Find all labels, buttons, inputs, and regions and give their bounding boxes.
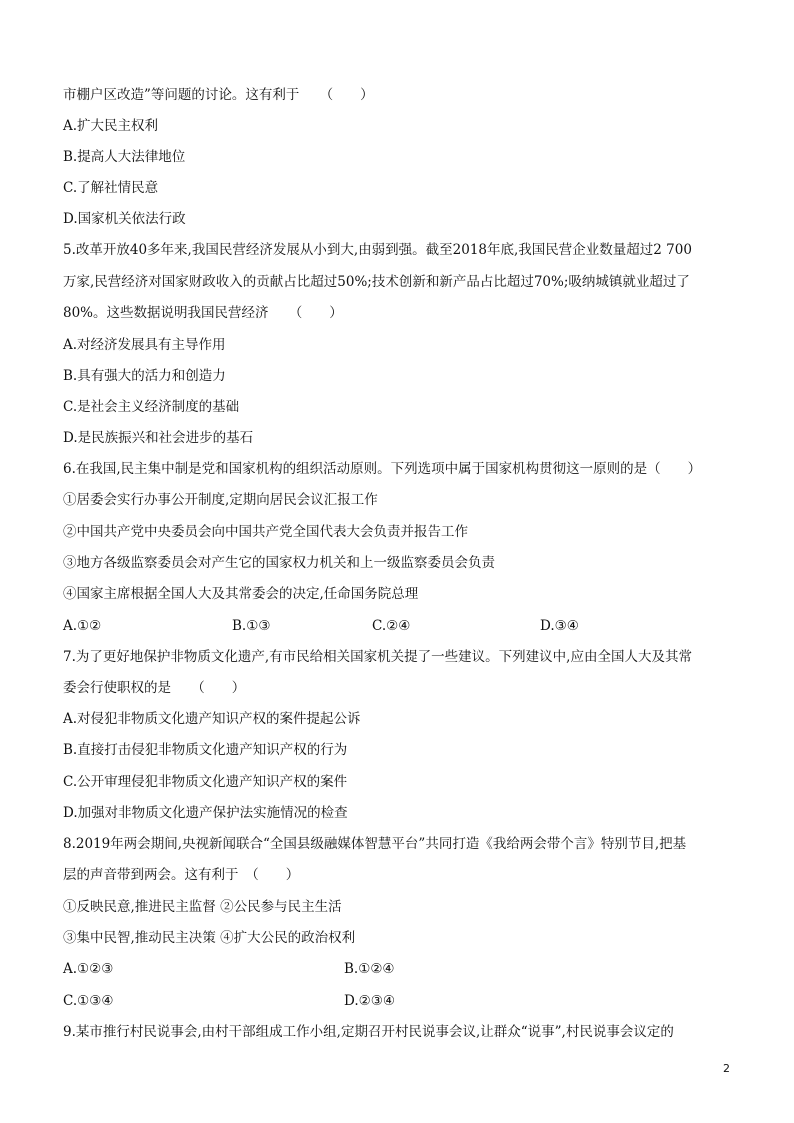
q8-items-line1: ①反映民意,推进民主监督 ②公民参与民主生活 [63,899,342,915]
q4-stem-tail: 市棚户区改造”等问题的讨论。这有利于 （ ） [63,87,374,103]
q8-stem-line1: 8.2019年两会期间,央视新闻联合“全国县级融媒体智慧平台”共同打造《我给两会带个言》特别节目,把基 [63,836,687,852]
page-number: 2 [723,1062,730,1075]
q8-stem-line2: 层的声音带到两会。这有利于 （ ） [63,867,300,883]
q4-option-a: A.扩大民主权利 [63,118,159,134]
q7-option-d: D.加强对非物质文化遗产保护法实施情况的检查 [63,805,348,821]
q8-items-line2: ③集中民智,推动民主决策 ④扩大公民的政治权利 [63,930,356,946]
q9-stem: 9.某市推行村民说事会,由村干部组成工作小组,定期召开村民说事会议,让群众“说事”,村民说事会议定的 [63,1024,674,1040]
q6-item-3: ③地方各级监察委员会对产生它的国家权力机关和上一级监察委员会负责 [63,555,495,571]
q5-stem-line2: 万家,民营经济对国家财政收入的贡献占比超过50%;技术创新和新产品占比超过70%;吸纳城镇就业超过了 [63,274,690,290]
q6-stem: 6.在我国,民主集中制是党和国家机构的组织活动原则。下列选项中属于国家机构贯彻这一原则的是（ ） [63,461,702,477]
q6-item-2: ②中国共产党中央委员会向中国共产党全国代表大会负责并报告工作 [63,524,468,540]
q5-stem-line1: 5.改革开放40多年来,我国民营经济发展从小到大,由弱到强。截至2018年底,我国民营企业数量超过2 700 [63,242,692,258]
q5-option-d: D.是民族振兴和社会进步的基石 [63,430,254,446]
q6-item-4: ④国家主席根据全国人大及其常委会的决定,任命国务院总理 [63,586,419,602]
q6-option-c: C.②④ [372,618,411,634]
q8-option-a: A.①②③ [63,961,114,977]
q8-option-d: D.②③④ [344,993,395,1009]
q7-option-c: C.公开审理侵犯非物质文化遗产知识产权的案件 [63,774,348,790]
q6-option-a: A.①② [63,618,102,634]
q6-option-d: D.③④ [540,618,579,634]
q4-option-d: D.国家机关依法行政 [63,211,186,227]
q7-option-b: B.直接打击侵犯非物质文化遗产知识产权的行为 [63,742,348,758]
q6-option-b: B.①③ [232,618,271,634]
q4-option-b: B.提高人大法律地位 [63,149,186,165]
q5-option-c: C.是社会主义经济制度的基础 [63,399,240,415]
q7-option-a: A.对侵犯非物质文化遗产知识产权的案件提起公诉 [63,711,361,727]
q5-option-a: A.对经济发展具有主导作用 [63,337,226,353]
q7-stem-line1: 7.为了更好地保护非物质文化遗产,有市民给相关国家机关提了一些建议。下列建议中,应由全国人大及其常 [63,649,692,665]
q8-option-b: B.①②④ [344,961,395,977]
q7-stem-line2: 委会行使职权的是 （ ） [63,680,246,696]
q5-stem-line3: 80%。这些数据说明我国民营经济 （ ） [63,305,343,321]
q8-option-c: C.①③④ [63,993,114,1009]
q6-item-1: ①居委会实行办事公开制度,定期向居民会议汇报工作 [63,492,378,508]
q5-option-b: B.具有强大的活力和创造力 [63,368,226,384]
q4-option-c: C.了解社情民意 [63,180,159,196]
